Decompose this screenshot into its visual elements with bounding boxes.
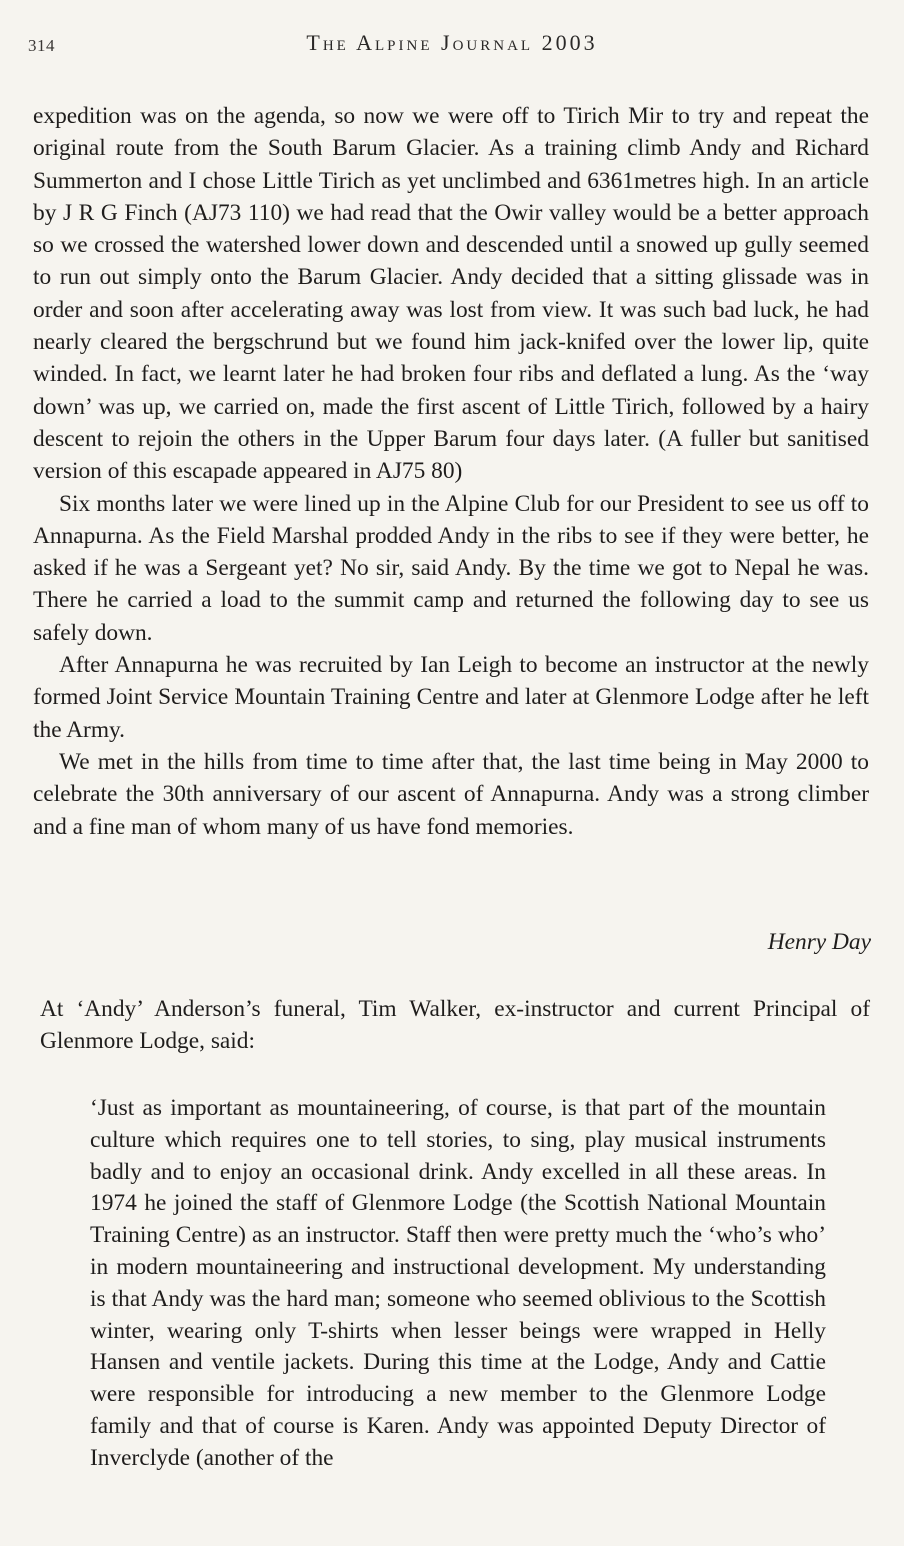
obituary-paragraph: expedition was on the agenda, so now we were off to Tirich Mir to try and repeat the original route from the South Barum Glacier. As a training climb Andy and Richard Summerton and I chose Little Tirich as yet unclimbed and 6361metres high. In an article by J R G Finch (AJ73 110) we had read that the Owir valley would be a better approach so we crossed the watershed lower down and descended until a snowed up gully seemed to run out simply onto the Barum Glacier. Andy decided that a sitting glissade was in order and soon after accelerating away was lost from view. It was such bad luck, he had nearly cleared the bergschrund but we found him jack-knifed over the lower lip, quite winded. In fact, we learnt later he had broken four ribs and deflated a lung. As the ‘way down’ was up, we carried on, made the first ascent of Little Tirich, followed by a hairy descent to rejoin the others in the Upper Barum four days later. (A fuller but sanitised version of this escapade appeared in AJ75 80) <box>33 103 869 485</box>
obituary-text <box>33 100 869 843</box>
obituary-paragraph: We met in the hills from time to time after that, the last time being in May 2000 to celebrate the 30th anniversary of our ascent of Annapurna. Andy was a strong climber and a fine man of whom many of us have fond memories. <box>33 748 869 840</box>
author-signature: Henry Day <box>767 929 871 955</box>
running-head: The Alpine Journal 2003 <box>306 30 598 55</box>
tribute-quote-paragraph: ‘Just as important as mountaineering, of course, is that part of the mountain culture which requires one to tell stories, to sing, play musical instruments badly and to enjoy an occasional drink. Andy excelled in all these areas. In 1974 he joined the staff of Glenmore Lodge (the Scottish National Mountain Training Centre) as an instructor. Staff then were pretty much the ‘who’s who’ in modern mountaineering and instructional development. My understanding is that Andy was the hard man; someone who seemed oblivious to the Scottish winter, wearing only T-shirts when lesser beings were wrapped in Helly Hansen and ventile jackets. During this time at the Lodge, Andy and Cattie were responsible for introducing a new member to the Glenmore Lodge family and that of course is Karen. Andy was appointed Deputy Director of Inverclyde (another of the <box>90 1095 826 1471</box>
page-number: 314 <box>28 36 55 55</box>
obituary-paragraph: After Annapurna he was recruited by Ian Leigh to become an instructor at the newly formed Joint Service Mountain Training Centre and later at Glenmore Lodge after he left the Army. <box>33 652 869 743</box>
tribute-intro <box>40 993 870 1058</box>
tribute-quote <box>90 1093 826 1475</box>
obituary-paragraph: Six months later we were lined up in the Alpine Club for our President to see us off to Annapurna. As the Field Marshal prodded Andy in the ribs to see if they were better, he asked if he was a Sergeant yet? No sir, said Andy. By the time we got to Nepal he was. There he carried a load to the summit camp and returned the following day to see us safely down. <box>33 490 869 646</box>
tribute-intro-paragraph: At ‘Andy’ Anderson’s funeral, Tim Walker, ex-instructor and current Principal of Glenmore Lodge, said: <box>40 996 870 1055</box>
